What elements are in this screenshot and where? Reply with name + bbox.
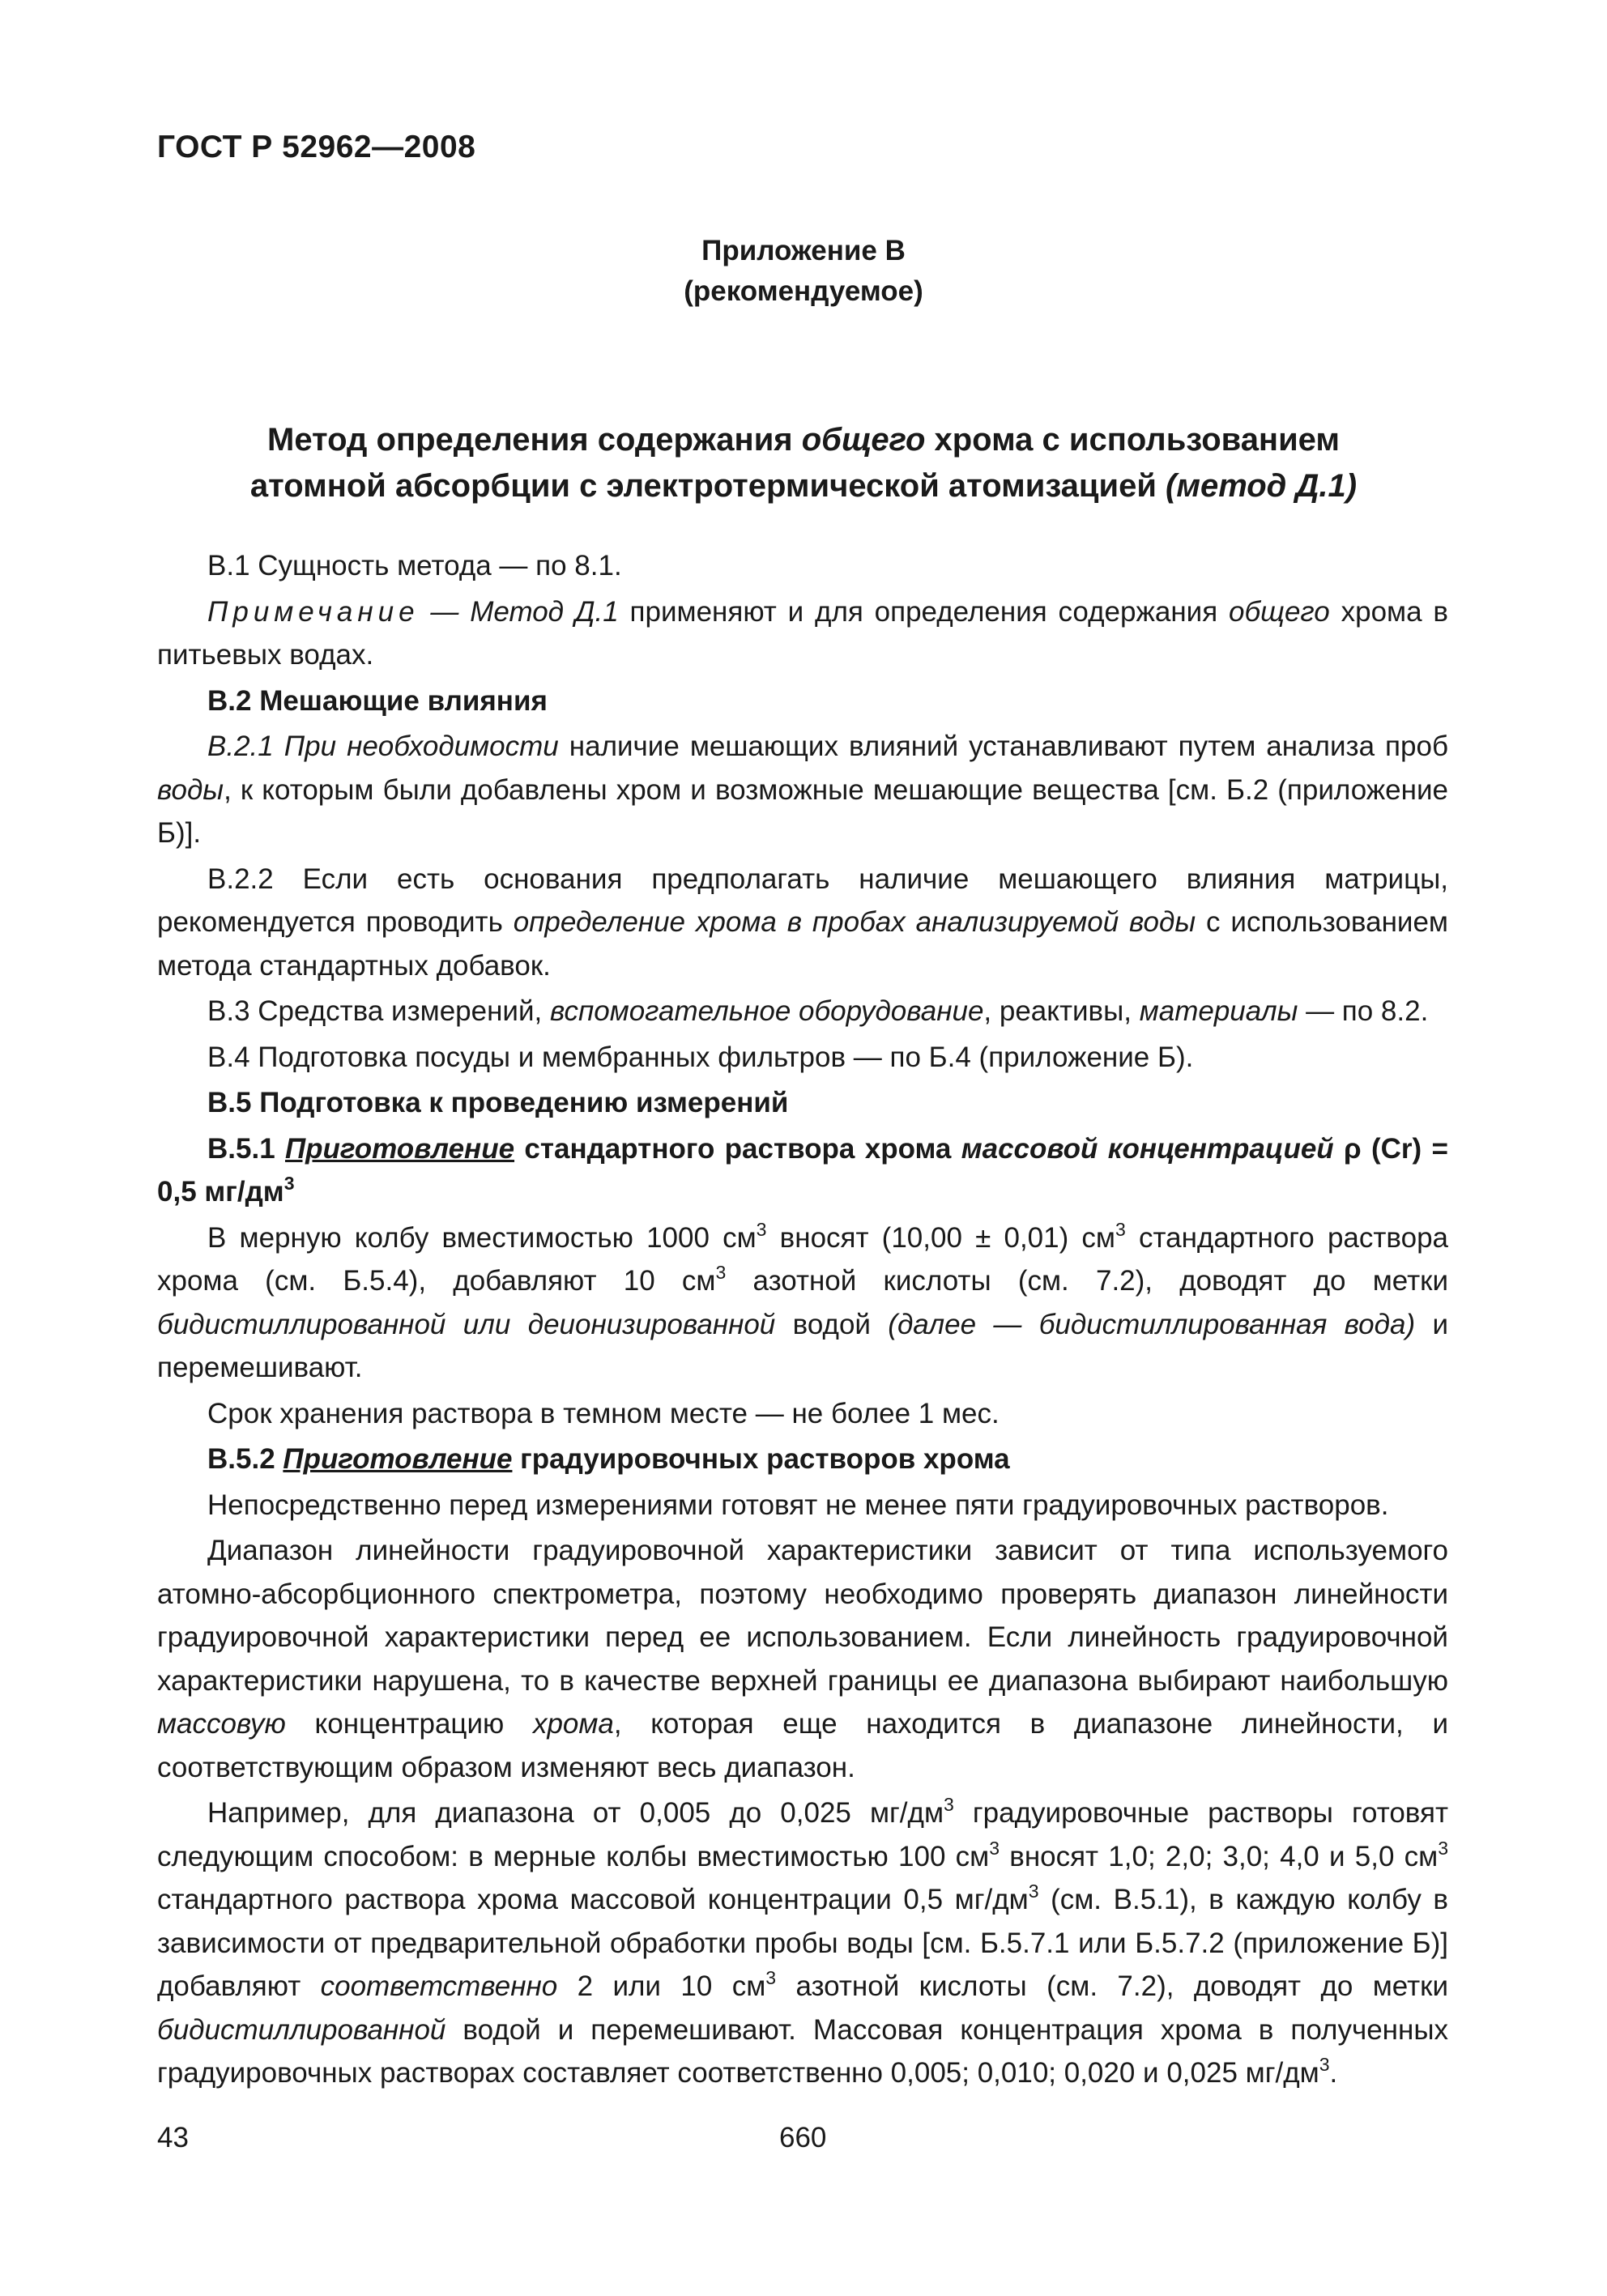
method-title-line2: атомной абсорбции с электротермической атомизацией (метод Д.1) (249, 468, 1358, 504)
para-storage: Срок хранения раствора в темном месте — не более 1 мес. (207, 1397, 1000, 1429)
standard-header: ГОСТ Р 52962—2008 (157, 130, 476, 164)
para-b2-1: В.2.1 При необходимости наличие мешающих влияний устанавливают путем анализа проб воды, к которым были добавлены хром и возможные мешающие вещества [см. Б.2 (приложение Б)]. (157, 731, 1448, 849)
section-b5-heading: В.5 Подготовка к проведению измерений (207, 1087, 789, 1118)
section-b5-1-heading: В.5.1 Приготовление стандартного раствора хрома массовой концентрацией ρ (Cr) = 0,5 $мг/дм^3$ (157, 1132, 1448, 1208)
para-b5-1-text: В мерную колбу вместимостью 1000 $см^3$ вносят (10,00 ± 0,01) $см^3$ стандартного раствора хрома (см. Б.5.4), добавляют 10 $см^3$ азотной кислоты (см. 7.2), доводят до метки бидистиллированной или деионизированной водой (далее — бидистиллированная вода) и перемешивают. (157, 1218, 1449, 1383)
para-b3: В.3 Средства измерений, вспомогательное оборудование, реактивы, материалы — по 8.2. (207, 995, 1429, 1027)
annex-title: Приложение В (701, 235, 906, 266)
para-b5-2-text: Непосредственно перед измерениями готовят не менее пяти градуировочных растворов. (207, 1489, 1389, 1521)
section-b5-2-heading: В.5.2 Приготовление градуировочных растворов хрома (207, 1443, 1010, 1475)
para-example: Например, для диапазона от 0,005 до 0,025 $мг/дм^3$ градуировочные растворы готовят следующим способом: в мерные колбы вместимостью 100 $см^3$ вносят 1,0; 2,0; 3,0; 4,0 и 5,0 $см^3$ стандартного раствора хрома массовой концентрации 0,5 $мг/дм^3$ (см. В.5.1), в каждую колбу в зависимости от предварительной обработки пробы воды [см. Б.5.7.1 или Б.5.7.2 (приложение Б)] добавляют соответственно 2 или 10 $см^3$ азотной кислоты (см. 7.2), доводят до метки бидистиллированной водой и перемешивают. Массовая концентрация хрома в полученных градуировочных растворах составляет соответственно 0,005; 0,010; 0,020 и 0,025 $мг/дм^3$. (157, 1794, 1448, 2089)
para-b1: В.1 Сущность метода — по 8.1. (207, 550, 622, 581)
section-b2-heading: В.2 Мешающие влияния (207, 684, 548, 717)
page-number-left: 43 (157, 2122, 189, 2153)
para-b4: В.4 Подготовка посуды и мембранных фильтров — по Б.4 (приложение Б). (207, 1041, 1194, 1073)
note: Примечание — Метод Д.1 применяют и для определения содержания общего хрома в питьевых водах. (157, 595, 1448, 671)
method-title (0, 417, 1607, 509)
document-body (157, 544, 1448, 2098)
para-linearity: Диапазон линейности градуировочной характеристики зависит от типа используемого атомно-абсорбционного спектрометра, поэтому необходимо проверять диапазон линейности градуировочной характеристики перед ее использованием. Если линейность градуировочной характеристики нарушена, то в качестве верхней границы ее диапазона выбирают наибольшую массовую концентрацию хрома, которая еще находится в диапазоне линейности, и соответствующим образом изменяют весь диапазон. (157, 1535, 1448, 1783)
annex-status: (рекомендуемое) (684, 275, 923, 307)
para-b2-2: В.2.2 Если есть основания предполагать наличие мешающего влияния матрицы, рекомендуется проводить определение хрома в пробах анализируемой воды с использованием метода стандартных добавок. (157, 863, 1448, 982)
page-number-center: 660 (779, 2122, 827, 2153)
annex-heading (0, 231, 1607, 312)
method-title-line1: Метод определения содержания общего хрома с использованием (267, 422, 1340, 458)
